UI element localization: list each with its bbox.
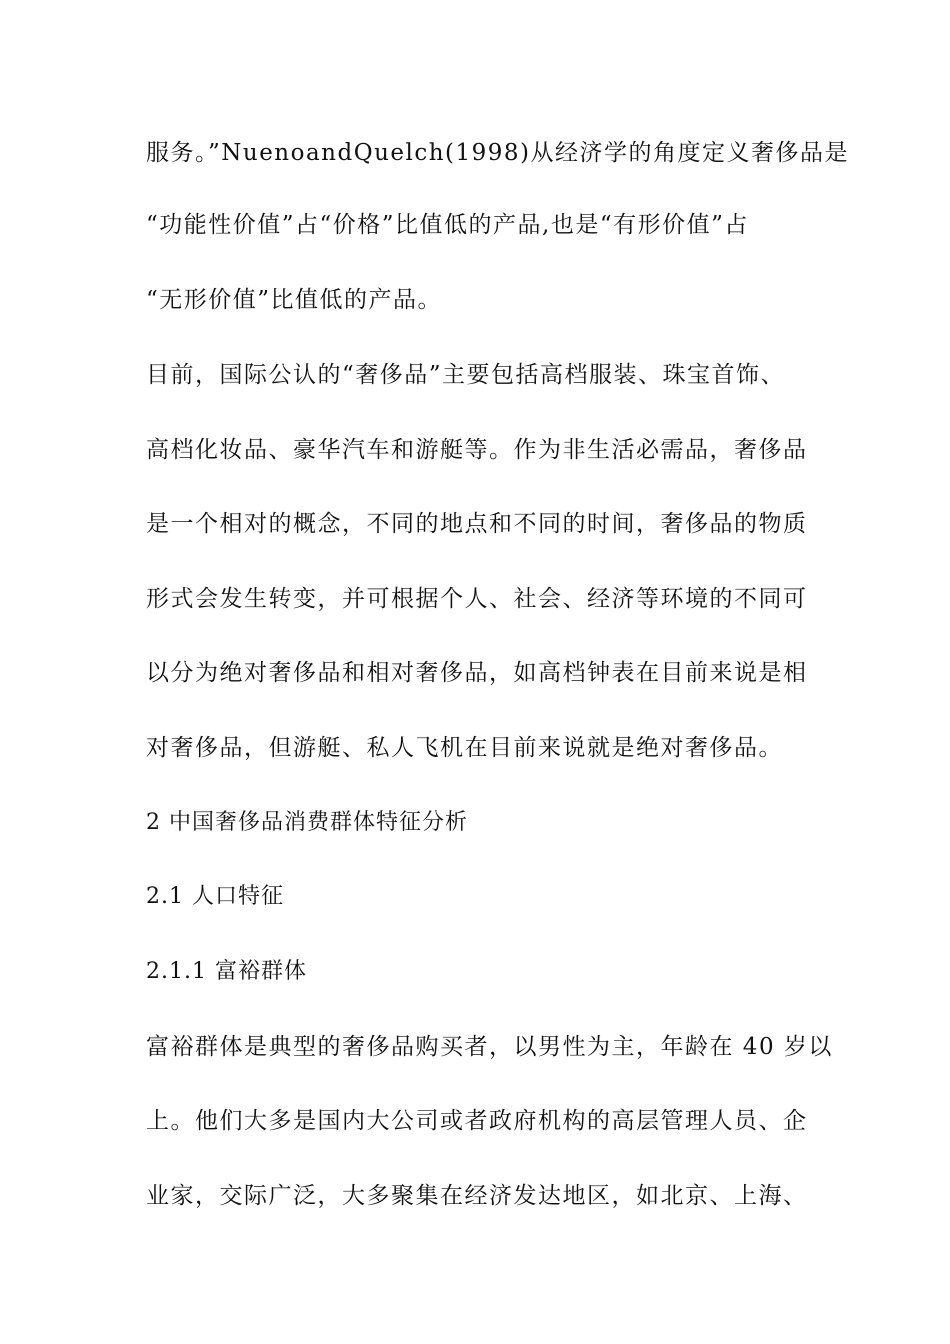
text-line: “功能性价值”占“价格”比值低的产品,也是“有形价值”占: [146, 212, 749, 238]
text-line: 形式会发生转变，并可根据个人、社会、经济等环境的不同可: [146, 586, 808, 612]
text-line: 对奢侈品，但游艇、私人飞机在目前来说就是绝对奢侈品。: [146, 735, 783, 761]
text-line: 高档化妆品、豪华汽车和游艇等。作为非生活必需品，奢侈品: [146, 437, 808, 463]
text-line: 业家，交际广泛，大多聚集在经济发达地区，如北京、上海、: [146, 1183, 808, 1209]
subsection-heading: 2.1 人口特征: [146, 884, 284, 909]
subsubsection-heading: 2.1.1 富裕群体: [146, 959, 307, 984]
text-line: 富裕群体是典型的奢侈品购买者，以男性为主，年龄在 40 岁以: [146, 1034, 833, 1060]
text-line: 上。他们大多是国内大公司或者政府机构的高层管理人员、企: [146, 1108, 808, 1134]
text-line: 是一个相对的概念，不同的地点和不同的时间，奢侈品的物质: [146, 511, 808, 537]
section-heading: 2 中国奢侈品消费群体特征分析: [146, 810, 468, 835]
text-line: 服务。”NuenoandQuelch(1998)从经济学的角度定义奢侈品是: [146, 140, 850, 166]
text-line: 目前，国际公认的“奢侈品”主要包括高档服装、珠宝首饰、: [146, 362, 786, 388]
text-line: “无形价值”比值低的产品。: [146, 287, 443, 313]
text-line: 以分为绝对奢侈品和相对奢侈品，如高档钟表在目前来说是相: [146, 660, 808, 686]
